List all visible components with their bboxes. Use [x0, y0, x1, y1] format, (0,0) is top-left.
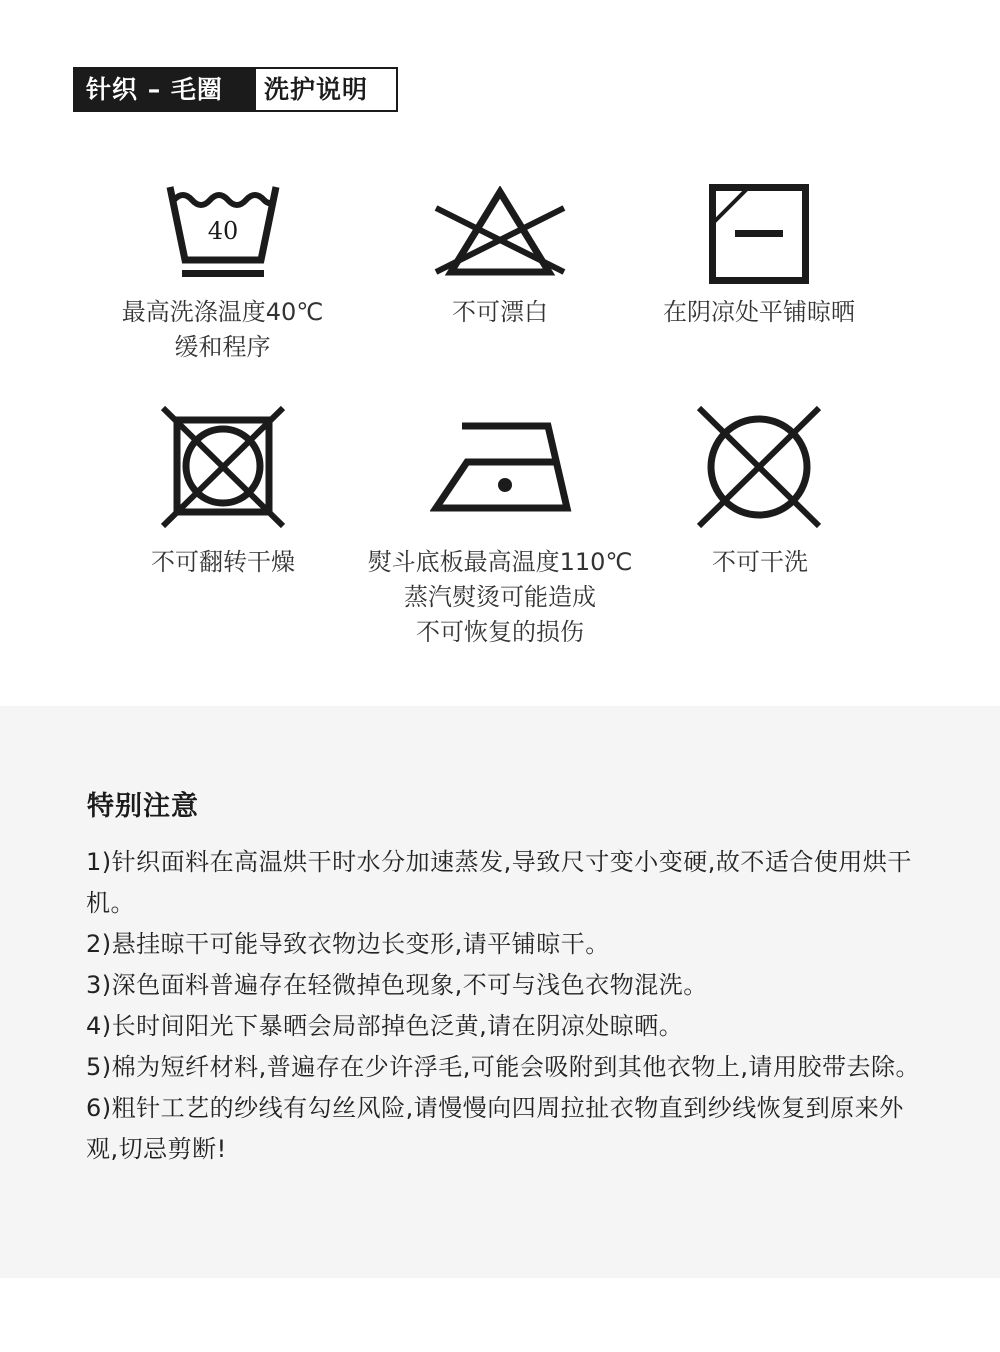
wash-temperature: 40: [207, 217, 239, 245]
iron-110-no-steam-icon: [430, 422, 572, 514]
tumble-caption: 不可翻转干燥: [151, 548, 295, 576]
section-title: 洗护说明: [254, 67, 398, 112]
note-item: 1)针织面料在高温烘干时水分加速蒸发,导致尺寸变小变硬,故不适合使用烘干机。: [86, 848, 912, 917]
do-not-dry-clean-icon: [696, 405, 822, 529]
note-item: 3)深色面料普遍存在轻微掉色现象,不可与浅色衣物混洗。: [86, 971, 708, 999]
note-item: 4)长时间阳光下暴晒会局部掉色泛黄,请在阴凉处晾晒。: [86, 1012, 684, 1040]
bleach-caption: 不可漂白: [452, 298, 548, 326]
do-not-tumble-dry-icon: [160, 405, 286, 529]
note-item: 5)棉为短纤材料,普遍存在少许浮毛,可能会吸附到其他衣物上,请用胶带去除。: [86, 1053, 921, 1081]
notes-list: [86, 842, 936, 1170]
wash-40-gentle-icon: [165, 182, 281, 284]
dry-caption: 在阴凉处平铺晾晒: [663, 298, 855, 326]
wash-caption: 最高洗涤温度40℃ 缓和程序: [121, 298, 324, 361]
note-item: 2)悬挂晾干可能导致衣物边长变形,请平铺晾干。: [86, 930, 610, 958]
header-tag: [73, 67, 398, 112]
dry-flat-in-shade-icon: [709, 184, 809, 284]
category-label: 针织 – 毛圈: [73, 67, 254, 112]
note-item: 6)粗针工艺的纱线有勾丝风险,请慢慢向四周拉扯衣物直到纱线恢复到原来外观,切忌剪断!: [86, 1094, 904, 1163]
iron-caption: 熨斗底板最高温度110℃ 蒸汽熨烫可能造成 不可恢复的损伤: [367, 548, 633, 646]
special-notes-section: [0, 706, 1000, 1278]
do-not-bleach-icon: [433, 186, 567, 278]
notes-title: 特别注意: [87, 791, 199, 822]
dry-clean-caption: 不可干洗: [712, 548, 808, 576]
